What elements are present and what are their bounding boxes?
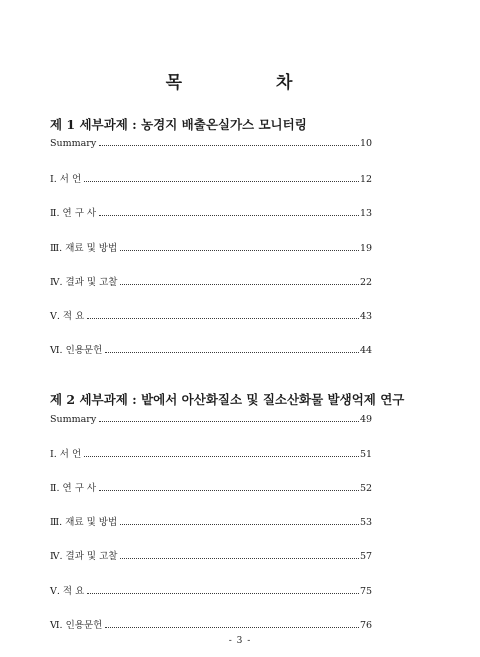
toc-entry-page: 57: [360, 551, 373, 562]
toc-entry[interactable]: [50, 274, 380, 288]
dot-leader: [105, 352, 359, 353]
dot-leader: [105, 627, 359, 628]
toc-entry[interactable]: [50, 240, 380, 254]
toc-entry-page: 51: [360, 449, 373, 460]
toc-entry-label: Ⅰ. 서 언: [50, 449, 82, 460]
dot-leader: [84, 456, 359, 457]
toc-entry-page: 43: [360, 311, 373, 322]
dot-leader: [87, 593, 359, 594]
toc-entry-label: Ⅲ. 재료 및 방법: [50, 517, 118, 528]
toc-entry-label: Ⅴ. 적 요: [50, 311, 85, 322]
toc-entry-label: Ⅱ. 연 구 사: [50, 483, 97, 494]
toc-entry[interactable]: [50, 342, 380, 356]
toc-entry-page: 44: [360, 345, 373, 356]
toc-entry[interactable]: [50, 617, 380, 631]
dot-leader: [120, 524, 359, 525]
toc-entry-page: 75: [360, 586, 373, 597]
toc-entry-label: Summary: [50, 414, 97, 425]
dot-leader: [120, 284, 359, 285]
toc-entry-page: 52: [360, 483, 373, 494]
toc-entry-page: 10: [360, 138, 373, 149]
toc-entry-page: 53: [360, 517, 373, 528]
toc-entry[interactable]: [50, 480, 380, 494]
toc-entry-label: Summary: [50, 138, 97, 149]
toc-entry[interactable]: [50, 135, 380, 149]
section-heading-2: 제 2 세부과제 : 밭에서 아산화질소 및 질소산화물 발생억제 연구: [50, 392, 405, 407]
dot-leader: [99, 215, 359, 216]
toc-entry[interactable]: [50, 548, 380, 562]
dot-leader: [99, 421, 359, 422]
dot-leader: [84, 181, 359, 182]
toc-entry[interactable]: [50, 171, 380, 185]
toc-entry-label: Ⅴ. 적 요: [50, 586, 85, 597]
dot-leader: [87, 318, 359, 319]
toc-entry-page: 49: [360, 414, 373, 425]
toc-entry-label: Ⅰ. 서 언: [50, 174, 82, 185]
page-number: - 3 -: [228, 636, 252, 646]
toc-entry-label: Ⅳ. 결과 및 고찰: [50, 277, 118, 288]
toc-entry[interactable]: [50, 446, 380, 460]
page-title: 목 차: [165, 73, 337, 93]
toc-entry[interactable]: [50, 308, 380, 322]
section-heading-1: 제 1 세부과제 : 농경지 배출온실가스 모니터링: [50, 117, 307, 132]
toc-entry[interactable]: [50, 514, 380, 528]
toc-entry-page: 19: [360, 243, 373, 254]
toc-entry-label: Ⅲ. 재료 및 방법: [50, 243, 118, 254]
toc-entry-page: 76: [360, 620, 373, 631]
dot-leader: [120, 558, 359, 559]
toc-entry-page: 13: [360, 208, 373, 219]
dot-leader: [120, 250, 359, 251]
toc-entry[interactable]: [50, 205, 380, 219]
dot-leader: [99, 145, 359, 146]
toc-entry-label: Ⅱ. 연 구 사: [50, 208, 97, 219]
toc-entry-page: 12: [360, 174, 373, 185]
toc-entry[interactable]: [50, 583, 380, 597]
toc-entry-page: 22: [360, 277, 373, 288]
toc-entry-label: Ⅳ. 결과 및 고찰: [50, 551, 118, 562]
toc-entry[interactable]: [50, 411, 380, 425]
dot-leader: [99, 490, 359, 491]
toc-entry-label: Ⅵ. 인용문헌: [50, 345, 103, 356]
toc-entry-label: Ⅵ. 인용문헌: [50, 620, 103, 631]
